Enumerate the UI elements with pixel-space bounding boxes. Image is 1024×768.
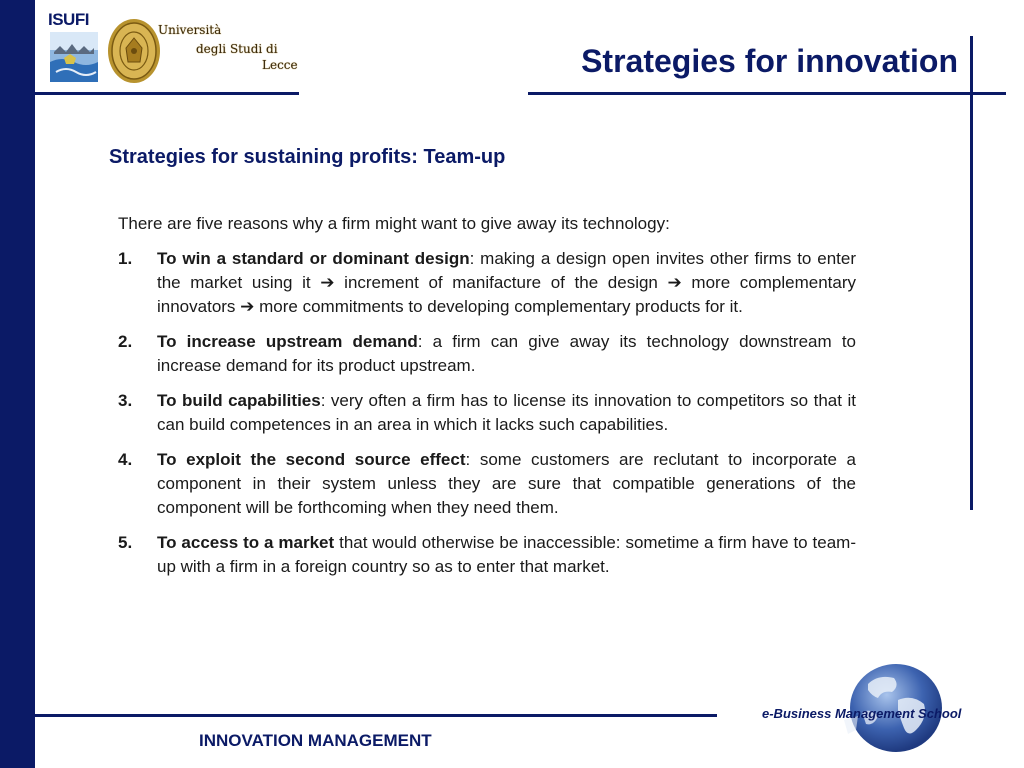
header-rule-right (528, 92, 1006, 95)
reason-number: 4. (118, 450, 133, 469)
isufi-logo (48, 10, 100, 82)
reason-text: : very often a firm has to license its innovation to competitors so that it can build competences in an area in which it lacks such capabilities. (157, 391, 856, 434)
left-sidebar-bar (0, 0, 35, 768)
reason-item (118, 389, 856, 437)
reason-item (118, 330, 856, 378)
slide-subtitle: Strategies for sustaining profits: Team-up (109, 146, 506, 168)
reason-text: : some customers are reclutant to incorporate a component in their system unless they are sure that compatible generations of the component will be forthcoming when they need them. (157, 450, 856, 517)
reason-item (118, 247, 856, 319)
reason-item (118, 448, 856, 520)
reason-number: 2. (118, 332, 133, 351)
reason-text: : a firm can give away its technology downstream to increase demand for its product upstream. (157, 332, 857, 375)
university-seal-icon (106, 16, 162, 86)
school-name: e-Business Management School (762, 706, 962, 721)
header-rule-left (35, 92, 299, 95)
isufi-logo-text: ISUFI (48, 10, 89, 29)
reason-number: 5. (118, 533, 133, 552)
reason-number: 3. (118, 391, 133, 410)
page-title: Strategies for innovation (581, 43, 958, 79)
reason-heading: To exploit the second source effect (157, 450, 466, 469)
university-name-line-2: degli Studi di (196, 42, 278, 56)
university-name-line-1: Università (158, 23, 222, 37)
intro-text: There are five reasons why a firm might want to give away its technology: (118, 214, 670, 233)
reason-text: : making a design open invites other firms to enter the market using it ➔ increment of manifacture of the design ➔ more complementary innovators ➔ more commitments to developing complementary products for it. (157, 249, 856, 316)
reason-heading: To increase upstream demand (157, 332, 418, 351)
footer-course-title: INNOVATION MANAGEMENT (199, 731, 432, 750)
header-rule-vertical (970, 36, 973, 510)
reasons-list (118, 247, 856, 579)
reason-item (118, 531, 856, 579)
slide-body (118, 212, 856, 590)
isufi-emblem-icon (50, 32, 98, 82)
reason-heading: To build capabilities (157, 391, 321, 410)
footer-rule (35, 714, 717, 717)
reason-heading: To access to a market (157, 533, 335, 552)
reason-heading: To win a standard or dominant design (157, 249, 470, 268)
reason-number: 1. (118, 249, 133, 268)
reason-text: that would otherwise be inaccessible: sometime a firm have to team-up with a firm in a foreign country so as to enter that market. (157, 533, 856, 576)
university-name-line-3: Lecce (262, 58, 298, 72)
